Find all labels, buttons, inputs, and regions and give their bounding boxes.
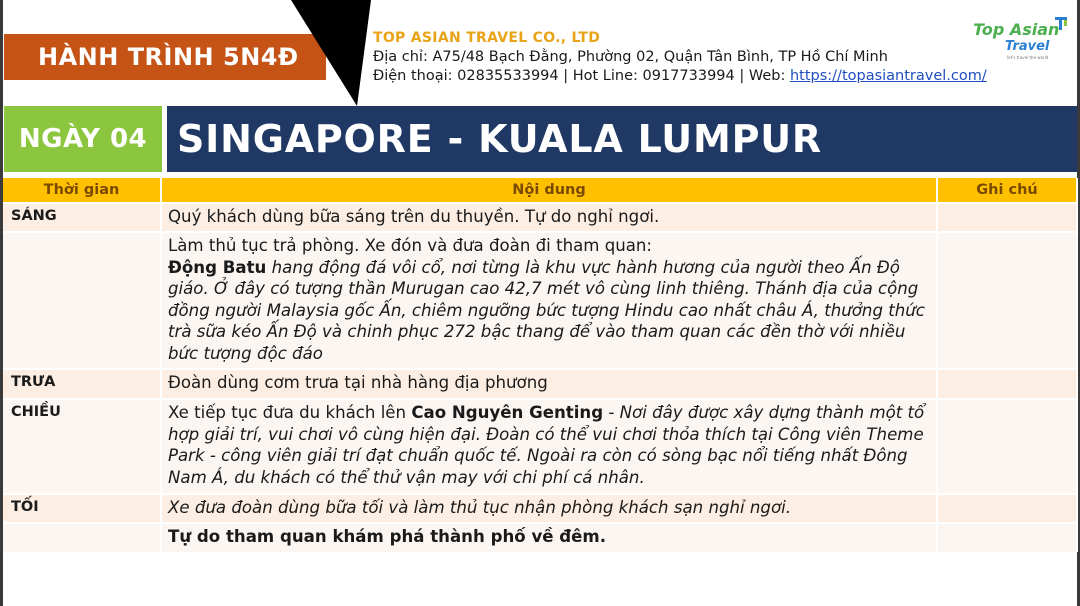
notes-cell: [937, 232, 1077, 369]
place-description: hang động đá vôi cổ, nơi từng là khu vực hành hương của người theo Ấn Độ giáo. Ở đây có tượng thần Murugan cao 42,7 mét vô cùng linh thiêng. Thánh địa của cộng đồng người Malaysia gốc Ấn, chiêm ngưỡng bức tượng Hindu cao nhất châu Á, thưởng thức trà sữa kéo Ấn Độ và chinh phục 272 bậc thang để vào tham quan các đền thờ với nhiều bức tượng độc đáo: [168, 257, 925, 363]
time-cell: SÁNG: [3, 203, 161, 232]
time-cell: CHIỀU: [3, 399, 161, 494]
table-row: [3, 523, 1077, 552]
day-route-title: SINGAPORE - KUALA LUMPUR: [167, 106, 1077, 172]
company-address: Địa chỉ: A75/48 Bạch Đằng, Phường 02, Quận Tân Bình, TP Hồ Chí Minh: [373, 49, 888, 65]
logo-mark-icon: [1053, 14, 1071, 32]
day-label: NGÀY 04: [4, 106, 162, 172]
header-content: Nội dung: [161, 178, 937, 203]
logo-text-bottom: Travel: [1005, 39, 1050, 54]
content-cell: Quý khách dùng bữa sáng trên du thuyền. Tự do nghỉ ngơi.: [161, 203, 937, 232]
header-time: Thời gian: [3, 178, 161, 203]
place-name: Cao Nguyên Genting: [411, 403, 604, 422]
logo-text-top: Top Asian: [973, 20, 1060, 39]
notes-cell: [937, 494, 1077, 523]
time-cell: [3, 523, 161, 552]
logo-tagline: let's travel the world: [1007, 55, 1049, 60]
content-cell: Tự do tham quan khám phá thành phố về đêm.: [161, 523, 937, 552]
table-row: [3, 232, 1077, 369]
content-cell: Đoàn dùng cơm trưa tại nhà hàng địa phương: [161, 369, 937, 399]
company-logo: [965, 14, 1075, 62]
itinerary-table: [3, 178, 1078, 552]
notes-cell: [937, 523, 1077, 552]
time-cell: TỐI: [3, 494, 161, 523]
chieu-intro: Xe tiếp tục đưa du khách lên: [168, 403, 412, 422]
website-link[interactable]: https://topasiantravel.com/: [789, 68, 987, 84]
notes-cell: [937, 399, 1077, 494]
notes-cell: [937, 203, 1077, 232]
table-header-row: [3, 178, 1077, 203]
checkout-intro: Làm thủ tục trả phòng. Xe đón và đưa đoàn đi tham quan:: [168, 236, 653, 255]
contact-phones: Điện thoại: 02835533994 | Hot Line: 0917733994 | Web:: [373, 68, 790, 84]
notes-cell: [937, 369, 1077, 399]
company-name: TOP ASIAN TRAVEL CO., LTD: [373, 30, 601, 46]
table-row: [3, 494, 1077, 523]
decorative-triangle: [291, 0, 371, 106]
table-row: [3, 203, 1077, 232]
time-cell: [3, 232, 161, 369]
company-contact: [373, 68, 987, 84]
content-cell: Xe đưa đoàn dùng bữa tối và làm thủ tục nhận phòng khách sạn nghỉ ngơi.: [161, 494, 937, 523]
header-notes: Ghi chú: [937, 178, 1077, 203]
time-cell: TRƯA: [3, 369, 161, 399]
itinerary-banner: HÀNH TRÌNH 5N4Đ: [4, 34, 326, 80]
place-description: - Nơi đây được xây dựng thành một tổ hợp giải trí, vui chơi vô cùng hiện đại. Đoàn có thể vui chơi thỏa thích tại Công viên Theme Park - công viên giải trí đạt chuẩn quốc tế. Ngoài ra còn có sòng bạc nổi tiếng nhất Đông Nam Á, du khách có thể thử vận may với chi phí cá nhân.: [168, 403, 925, 487]
table-row: [3, 399, 1077, 494]
content-cell: [161, 232, 937, 369]
table-row: [3, 369, 1077, 399]
place-name: Động Batu: [168, 257, 267, 277]
content-cell: [161, 399, 937, 494]
